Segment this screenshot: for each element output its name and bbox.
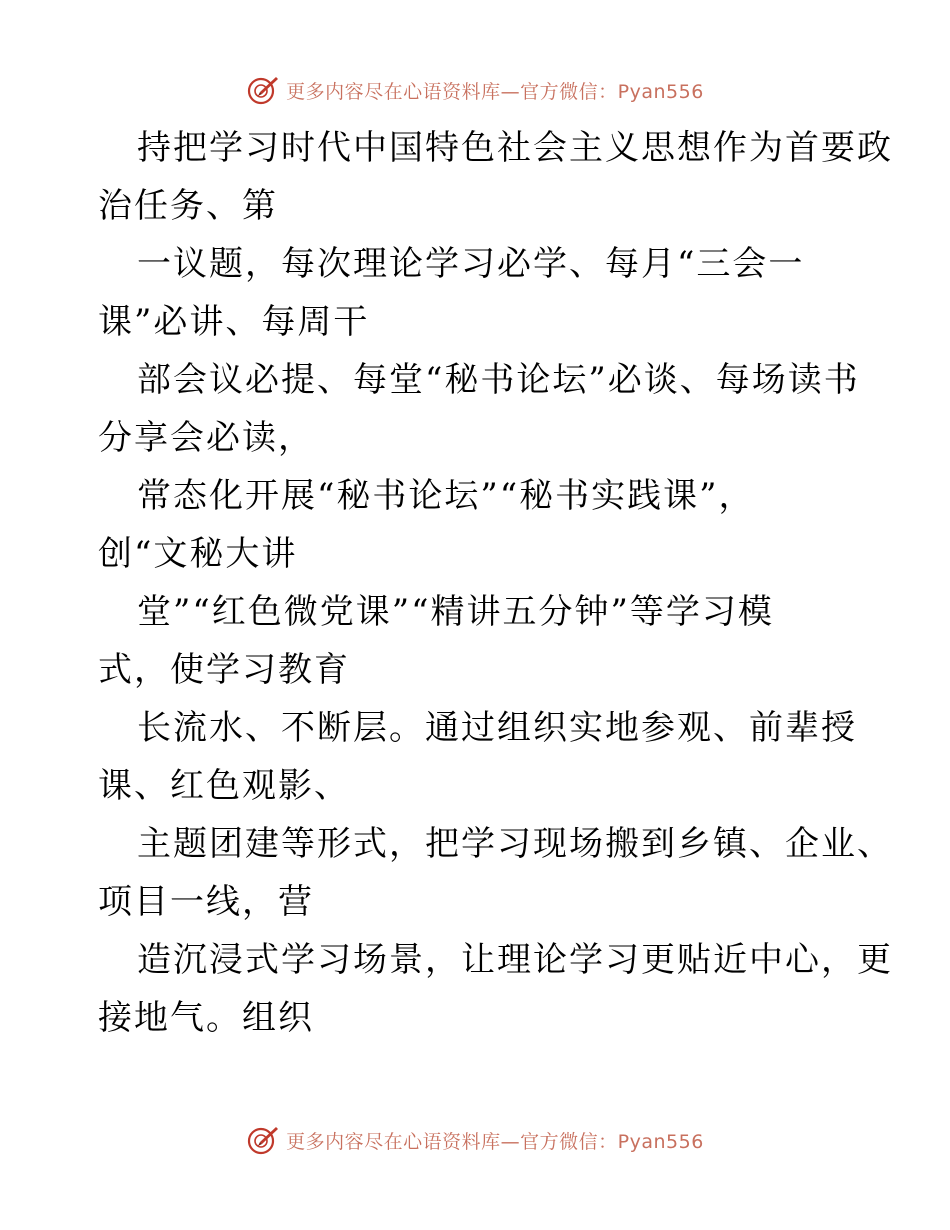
paragraph-line: 治任务、第 — [98, 186, 278, 226]
paragraph-line: 接地气。组织 — [98, 998, 314, 1038]
paragraph-line: 部会议必提、每堂“秘书论坛”必谈、每场读书 — [137, 360, 860, 400]
paragraph-line: 式，使学习教育 — [98, 650, 350, 690]
paragraph-line: 造沉浸式学习场景，让理论学习更贴近中心，更 — [137, 940, 893, 980]
footer-watermark-text: 更多内容尽在心语资料库—官方微信：Pyan556 — [286, 1130, 704, 1153]
paragraph-line: 一议题，每次理论学习必学、每月“三会一 — [137, 244, 805, 284]
paragraph-line: 主题团建等形式，把学习现场搬到乡镇、企业、 — [137, 824, 893, 864]
paragraph-line: 长流水、不断层。通过组织实地参观、前辈授 — [137, 708, 857, 748]
paragraph-line: 持把学习时代中国特色社会主义思想作为首要政 — [137, 128, 893, 168]
paragraph-line: 堂”“红色微党课”“精讲五分钟”等学习模 — [137, 592, 774, 632]
paragraph-line: 课”必讲、每周干 — [98, 302, 370, 342]
paragraph-line: 常态化开展“秘书论坛”“秘书实践课”， — [137, 476, 755, 516]
paragraph-line: 创“文秘大讲 — [98, 534, 298, 574]
header-watermark-banner — [0, 70, 950, 110]
footer-watermark-banner — [0, 1120, 950, 1160]
paragraph-line: 分享会必读， — [98, 418, 314, 458]
paragraph-line: 课、红色观影、 — [98, 766, 350, 806]
pen-circle-logo-icon — [246, 1123, 280, 1157]
paragraph-line: 项目一线，营 — [98, 882, 314, 922]
pen-circle-logo-icon — [246, 73, 280, 107]
header-watermark-text: 更多内容尽在心语资料库—官方微信：Pyan556 — [286, 80, 704, 103]
